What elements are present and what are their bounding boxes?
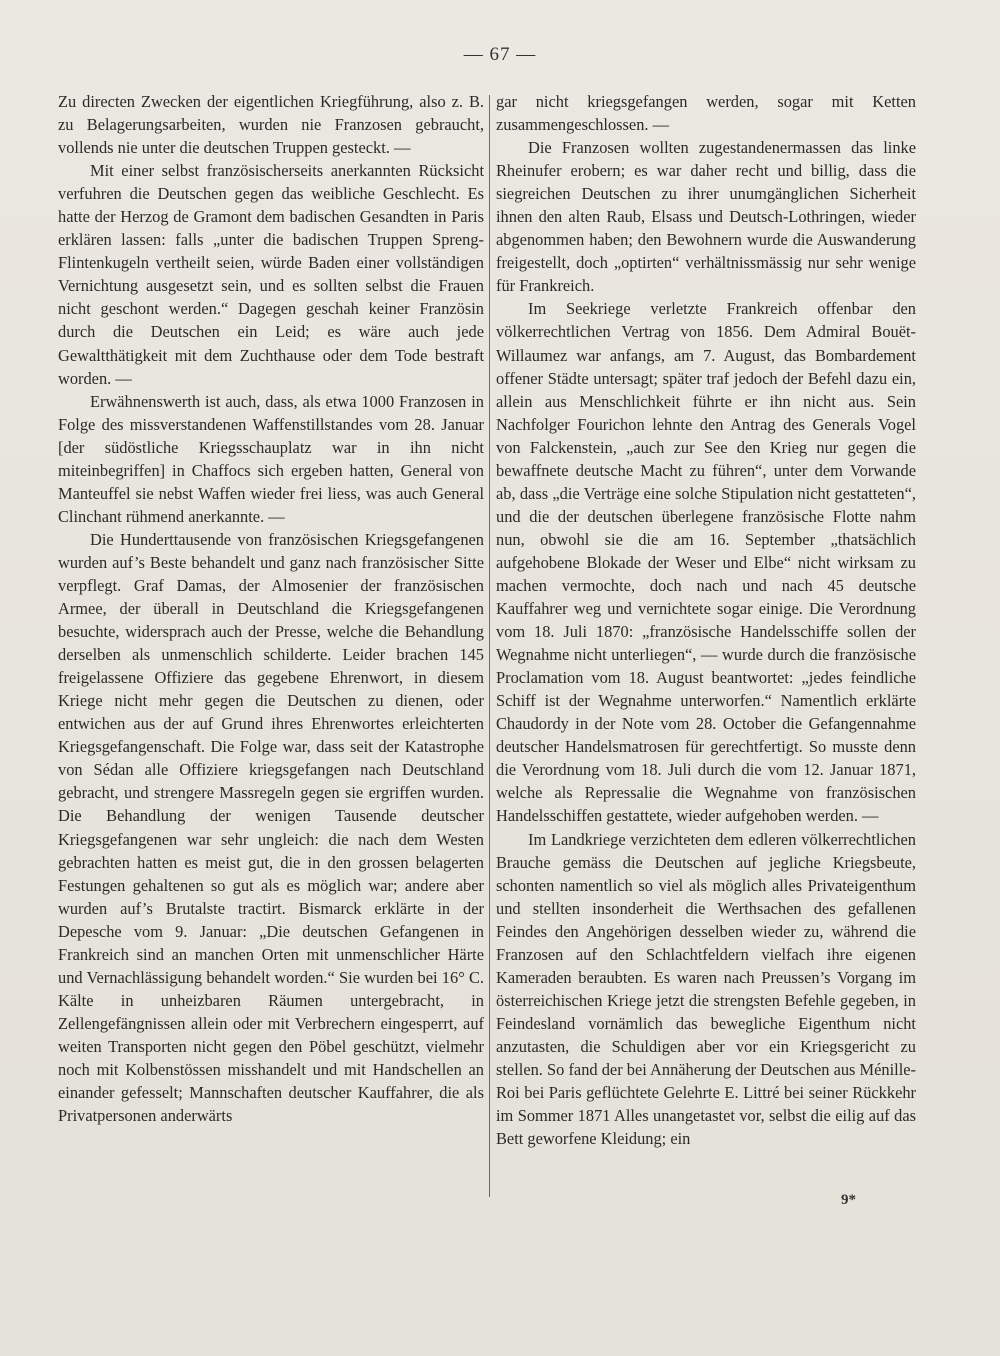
paragraph: Die Hunderttausende von französischen Kriegsgefangenen wurden auf’s Beste behandelt und ganz nach französischer Sitte verpflegt. Graf Damas, der Almosenier der französischen Armee, der überall in Deutschland die Kriegsgefangenen besuchte, widersprach auch der Presse, welche die Behandlung derselben als unmenschlich schilderte. Leider brachen 145 freigelassene Offiziere das gegebene Ehrenwort, in diesem Kriege nicht mehr gegen die Deutschen zu dienen, oder entwichen aus der auf Grund ihres Ehrenwortes erleichterten Kriegsgefangenschaft. Die Folge war, dass seit der Katastrophe von Sédan alle Offiziere kriegsgefangen nach Deutschland gebracht, und strengere Massregeln gegen sie ergriffen wurden. Die Behandlung der wenigen Tausende deutscher Kriegsgefangenen war sehr ungleich: die nach dem Westen gebrachten hatten es meist gut, die in den grossen belagerten Festungen gehaltenen so gut als es möglich war; andere aber wurden auf’s Brutalste tractirt. Bismarck erklärte in der Depesche vom 9. Januar: „Die deutschen Gefangenen in Frankreich sind an manchen Orten mit unmenschlicher Härte und Vernachlässigung behandelt worden.“ Sie wurden bei 16° C. Kälte in unheizbaren Räumen untergebracht, in Zellengefängnissen allein oder mit Verbrechern eingesperrt, auf weiten Transporten nicht gegen den Pöbel geschützt, vielmehr noch mit Kolbenstössen misshandelt und mit Handschellen an einander gefesselt; Mannschaften deutscher Kauffahrer, die als Privatpersonen anderwärts xyxy=(58,529,484,1126)
left-text-column xyxy=(58,90,484,1127)
paragraph: Im Landkriege verzichteten dem edleren völkerrechtlichen Brauche gemäss die Deutschen auf jegliche Kriegsbeute, schonten namentlich so viel als möglich alles Privateigenthum und stellten insonderheit die Werthsachen des gefallenen Feindes den Angehörigen desselben wieder zu, während die Franzosen auf den Schlachtfeldern vielfach ihre eigenen Kameraden beraubten. Es waren nach Preussen’s Vorgang im österreichischen Kriege jetzt die strengsten Befehle gegeben, in Feindesland vornämlich das bewegliche Eigenthum nicht anzutasten, die Schuldigen aber vor ein Kriegsgericht zu stellen. So fand der bei Annäherung der Deutschen aus Ménille-Roi bei Paris geflüchtete Gelehrte E. Littré bei seiner Rückkehr im Sommer 1871 Alles unangetastet vor, selbst die eilig auf das Bett geworfene Kleidung; ein xyxy=(496,829,916,1149)
paragraph: gar nicht kriegsgefangen werden, sogar mit Ketten zusammengeschlossen. — xyxy=(496,92,916,135)
paragraph: Im Seekriege verletzte Frankreich offenbar den völkerrechtlichen Vertrag von 1856. Dem Admiral Bouët-Willaumez war anfangs, am 7. August, das Bombardement offener Städte untersagt; später traf jedoch der Befehl dazu ein, allein aus Menschlichkeit führte er ihn nicht aus. Sein Nachfolger Fourichon lehnte den Antrag des Generals Vogel von Falckenstein, „auch zur See den Krieg nur gegen die bewaffnete deutsche Macht zu führen“, unter dem Vorwande ab, dass „die Verträge eine solche Stipulation nicht gestatteten“, und die der deutschen überlegene französische Flotte nahm nun, obwohl sie die am 16. September „thatsächlich aufgehobene Blokade der Weser und Elbe“ nicht wirksam zu machen vermochte, doch nach und nach 45 deutsche Kauffahrer weg und vernichtete sogar einige. Die Verordnung vom 18. Juli 1870: „französische Handelsschiffe sollen der Wegnahme nicht unterliegen“, — wurde durch die französische Proclamation vom 18. August beantwortet: „jedes feindliche Schiff ist der Wegnahme unterworfen.“ Namentlich erklärte Chaudordy in der Note vom 28. October die Gefangennahme deutscher Handelsmatrosen für gerechtfertigt. So musste denn die Verordnung vom 18. Juli durch die vom 12. Januar 1871, welche als Repressalie die Wegnahme von französischen Handelsschiffen gestattete, wieder aufgehoben werden. — xyxy=(496,299,916,826)
right-text-column xyxy=(496,90,916,1150)
paragraph: Erwähnenswerth ist auch, dass, als etwa 1000 Franzosen in Folge des missverstandenen Waffenstillstandes vom 28. Januar [der südöstliche Kriegsschauplatz war in ihn nicht miteinbegriffen] in Chaffocs sich ergeben hatten, General von Manteuffel sie nebst Waffen wieder frei liess, was auch General Clinchant rühmend anerkannte. — xyxy=(58,391,484,526)
signature-mark: 9* xyxy=(841,1192,856,1208)
page-number: — 67 — xyxy=(463,44,537,65)
paragraph: Zu directen Zwecken der eigentlichen Kriegführung, also z. B. zu Belagerungsarbeiten, wurden nie Franzosen gebraucht, vollends nie unter die deutschen Truppen gesteckt. — xyxy=(58,92,484,158)
paragraph: Die Franzosen wollten zugestandenermassen das linke Rheinufer erobern; es war daher recht und billig, dass die siegreichen Deutschen zu ihrer unumgänglichen Sicherheit ihnen den alten Raub, Elsass und Deutsch-Lothringen, wieder abgenommen haben; den Bewohnern wurde die Auswanderung freigestellt, doch „optirten“ verhältnissmässig nur sehr wenige für Frankreich. xyxy=(496,138,916,296)
column-divider xyxy=(489,95,490,1197)
paragraph: Mit einer selbst französischerseits anerkannten Rücksicht verfuhren die Deutschen gegen das weibliche Geschlecht. Es hatte der Herzog de Gramont dem badischen Gesandten in Paris erklären lassen: falls „unter die badischen Truppen Spreng-Flintenkugeln vertheilt seien, würde Baden einer vollständigen Vernichtung ausgesetzt sein, und es sollten selbst die Frauen nicht geschont werden.“ Dagegen geschah keiner Französin durch die Deutschen ein Leid; es wäre auch jede Gewaltthätigkeit mit dem Zuchthause oder dem Tode bestraft worden. — xyxy=(58,161,484,388)
